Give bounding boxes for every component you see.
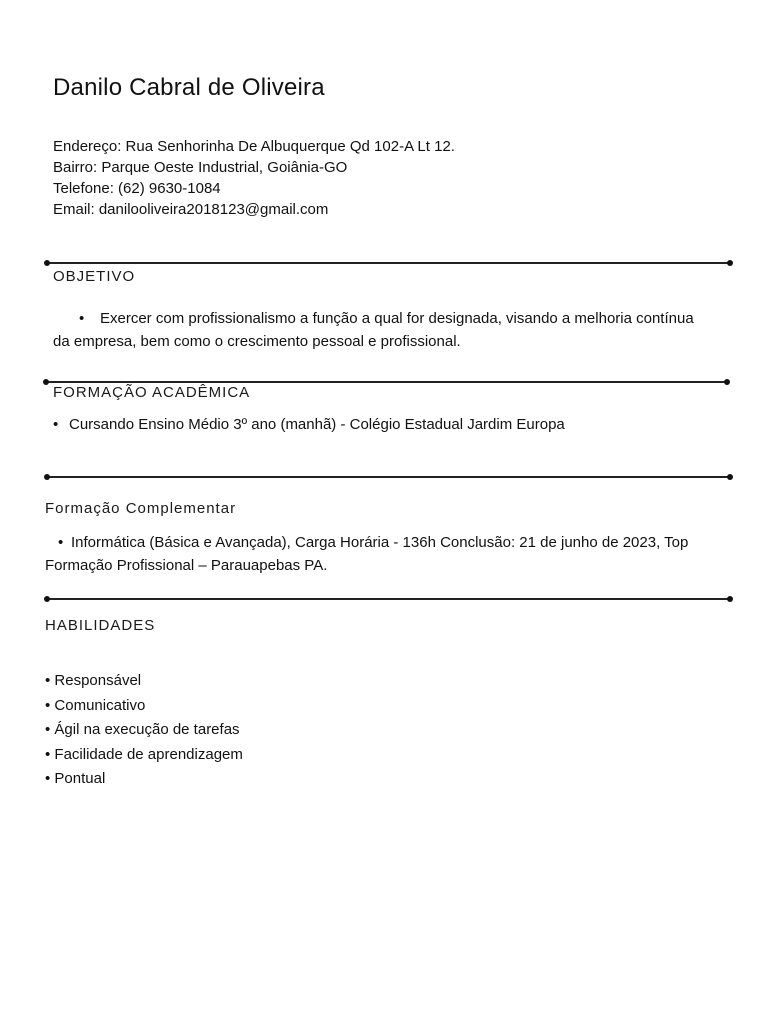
section-divider <box>47 262 730 264</box>
list-item: • Facilidade de aprendizagem <box>45 745 243 763</box>
habilidades-list <box>45 669 243 792</box>
objetivo-line-1: Exercer com profissionalismo a função a qual for designada, visando a melhoria contínua <box>100 310 694 327</box>
section-divider <box>46 381 727 383</box>
objetivo-text <box>53 307 753 353</box>
section-divider <box>47 476 730 478</box>
formacao-complementar-title: Formação Complementar <box>45 500 237 517</box>
candidate-name: Danilo Cabral de Oliveira <box>53 74 325 101</box>
list-item: • Ágil na execução de tarefas <box>45 721 240 739</box>
bullet-icon: • <box>58 534 64 551</box>
formacao-academica-item <box>53 413 565 436</box>
list-item: • Pontual <box>45 770 106 788</box>
formacao-complementar-line-1: Informática (Básica e Avançada), Carga Horária - 136h Conclusão: 21 de junho de 2023, Top <box>71 534 689 551</box>
address-line: Endereço: Rua Senhorinha De Albuquerque Qd 102-A Lt 12. <box>53 138 455 155</box>
phone-line: Telefone: (62) 9630-1084 <box>53 180 221 197</box>
section-divider <box>47 598 730 600</box>
formacao-academica-text: Cursando Ensino Médio 3º ano (manhã) - Colégio Estadual Jardim Europa <box>69 416 565 433</box>
list-item: • Comunicativo <box>45 696 146 714</box>
bullet-icon: • <box>79 310 85 327</box>
formacao-complementar-text <box>45 531 755 577</box>
formacao-complementar-line-2: Formação Profissional – Parauapebas PA. <box>45 557 328 574</box>
habilidades-title: HABILIDADES <box>45 617 156 634</box>
objetivo-title: OBJETIVO <box>53 268 136 285</box>
formacao-academica-title: FORMAÇÃO ACADÊMICA <box>53 384 251 401</box>
objetivo-line-2: da empresa, bem como o crescimento pessoal e profissional. <box>53 333 461 350</box>
neighborhood-line: Bairro: Parque Oeste Industrial, Goiânia-GO <box>53 159 348 176</box>
email-line: Email: danilooliveira2018123@gmail.com <box>53 201 329 218</box>
list-item: • Responsável <box>45 672 142 689</box>
contact-block <box>53 136 455 220</box>
bullet-icon: • <box>53 416 59 433</box>
